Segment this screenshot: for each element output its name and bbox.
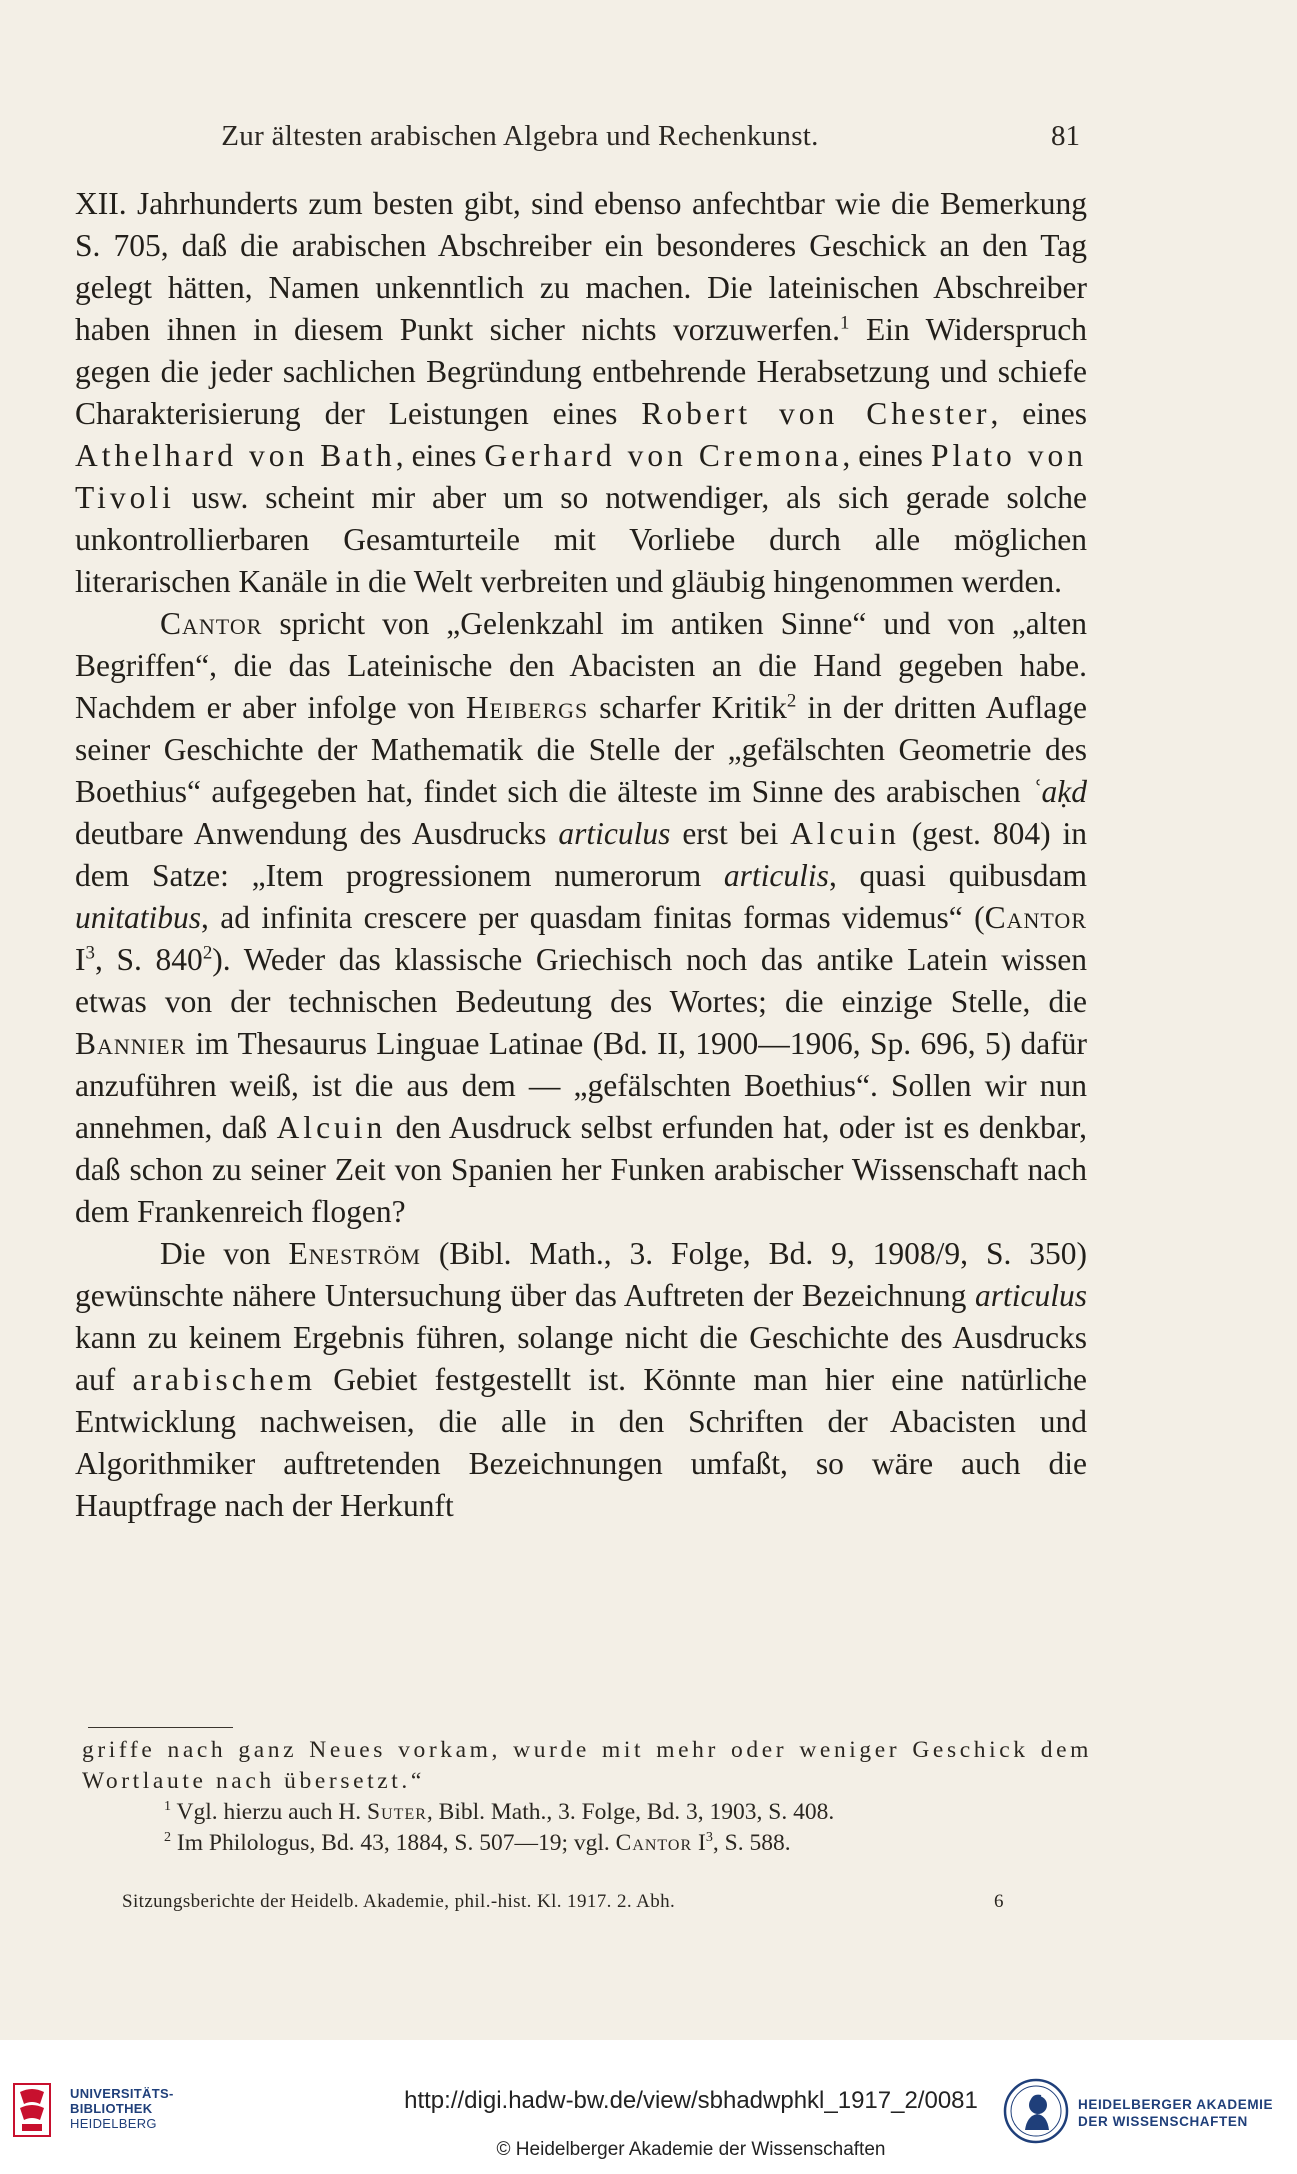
author-name: Cantor	[160, 606, 263, 641]
person-name: Robert von Chester	[641, 396, 991, 431]
latin-term: articulus	[558, 816, 671, 851]
academy-seal-icon	[1003, 2078, 1069, 2144]
copyright-notice: © Heidelberger Akademie der Wissenschaften	[496, 2139, 886, 2160]
footnote-ref-1: 1	[840, 312, 850, 334]
footnote-ref-2: 2	[786, 690, 797, 712]
body-text	[75, 183, 1087, 1527]
footnote-continuation: griffe nach ganz Neues vorkam, wurde mit mehr oder weniger Geschick dem Wortlaute nach übersetzt.“	[82, 1737, 1092, 1794]
running-head	[80, 120, 1080, 164]
author-name: Suter	[367, 1799, 427, 1825]
footnote-1: $^1$ Vgl. hierzu auch H. Suter, Bibl. Math., 3. Folge, Bd. 3, 1903, S. 408.	[164, 1798, 835, 1825]
paragraph-3: Die von Eneström (Bibl. Math., 3. Folge, Bd. 9, 1908/9, S. 350) gewünschte nähere Untersuchung über das Auftreten der Bezeichnung articulus kann zu keinem Ergebnis führen, solange nicht die Geschichte des Ausdrucks auf arabischem Gebiet festgestellt ist. Könnte man hier eine natürliche Entwicklung nachweisen, die alle in den Schriften der Abacisten und Algorithmiker auftretenden Bezeichnungen umfaßt, so wäre auch die Hauptfrage nach der Herkunft	[75, 1236, 1087, 1523]
person-name: Alcuin	[276, 1110, 387, 1145]
running-title: Zur ältesten arabischen Algebra und Rechenkunst.	[221, 120, 819, 152]
person-name: Plato von Tivoli	[75, 438, 1087, 515]
latin-term: articulis	[723, 858, 829, 893]
author-name: Eneström	[288, 1236, 421, 1271]
imprint-line	[122, 1891, 1022, 1913]
latin-term: unitatibus	[75, 900, 202, 935]
permalink-url[interactable]: http://digi.hadw-bw.de/view/sbhadwphkl_1917_2/0081	[404, 2087, 978, 2114]
person-name: Gerhard von Cremona	[484, 438, 843, 473]
footnotes	[82, 1735, 1092, 1859]
library-name: UNIVERSITÄTS- BIBLIOTHEK HEIDELBERG	[70, 2086, 174, 2131]
author-name: Heibergs	[465, 690, 589, 725]
academy-name: HEIDELBERGER AKADEMIE DER WISSENSCHAFTEN	[1078, 2097, 1274, 2129]
latin-term: articulus	[974, 1278, 1087, 1313]
arabic-term: ʿaḳd	[1031, 774, 1087, 809]
person-name: Athelhard von Bath	[75, 438, 396, 473]
footnote-2: $^2$ Im Philologus, Bd. 43, 1884, S. 507—19; vgl. Cantor $I^3$, S. 588.	[164, 1829, 791, 1856]
author-name: Cantor	[984, 900, 1087, 935]
author-name: Cantor	[615, 1830, 693, 1856]
paragraph-1: XII. Jahrhunderts zum besten gibt, sind ebenso anfechtbar wie die Bemerkung S. 705, daß die arabischen Abschreiber ein besonderes Geschick an den Tag gelegt hätten, Namen unkenntlich zu machen. Die lateinischen Abschreiber haben ihnen in diesem Punkt sicher nichts vorzuwerfen.$^1$ Ein Widerspruch gegen die jeder sachlichen Begründung entbehrende Herabsetzung und schiefe Charakterisierung der Leistungen eines Robert von Chester, eines Athelhard von Bath, eines Gerhard von Cremona, eines Plato von Tivoli usw. scheint mir aber um so notwendiger, als sich gerade solche unkontrollierbaren Gesamturteile mit Vorliebe durch alle möglichen literarischen Kanäle in die Welt verbreiten und gläubig hingenommen werden.	[75, 186, 1087, 599]
emphasis: arabischem	[132, 1362, 316, 1397]
person-name: Alcuin	[790, 816, 900, 851]
page-number: 81	[1051, 120, 1080, 152]
sheet-signature: 6	[994, 1891, 1004, 1912]
paragraph-2: Cantor spricht von „Gelenkzahl im antiken Sinne“ und von „alten Begriffen“, die das Lateinische den Abacisten an die Hand gegeben habe. Nachdem er aber infolge von Heibergs scharfer Kritik$^2$ in der dritten Auflage seiner Geschichte der Mathematik die Stelle der „gefälschten Geometrie des Boethius“ aufgegeben hat, findet sich die älteste im Sinne des arabischen ʿaḳd deutbare Anwendung des Ausdrucks articulus erst bei Alcuin (gest. 804) in dem Satze: „Item progressionem numerorum articulis, quasi quibusdam unitatibus, ad infinita crescere per quasdam finitas formas videmus“ (Cantor $I^3$, S. $840^2$). Weder das klassische Griechisch noch das antike Latein wissen etwas von der technischen Bedeutung des Wortes; die einzige Stelle, die Bannier im Thesaurus Linguae Latinae (Bd. II, 1900—1906, Sp. 696, 5) dafür anzuführen weiß, ist die aus dem — „gefälschten Boethius“. Sollen wir nun annehmen, daß Alcuin den Ausdruck selbst erfunden hat, oder ist es denkbar, daß schon zu seiner Zeit von Spanien her Funken arabischer Wissenschaft nach dem Frankenreich flogen?	[75, 606, 1087, 1229]
footnote-rule	[88, 1727, 233, 1728]
imprint-text: Sitzungsberichte der Heidelb. Akademie, phil.-hist. Kl. 1917. 2. Abh.	[122, 1891, 676, 1912]
footnote-ref-2b: 2	[202, 942, 213, 964]
author-name: Bannier	[75, 1026, 187, 1061]
